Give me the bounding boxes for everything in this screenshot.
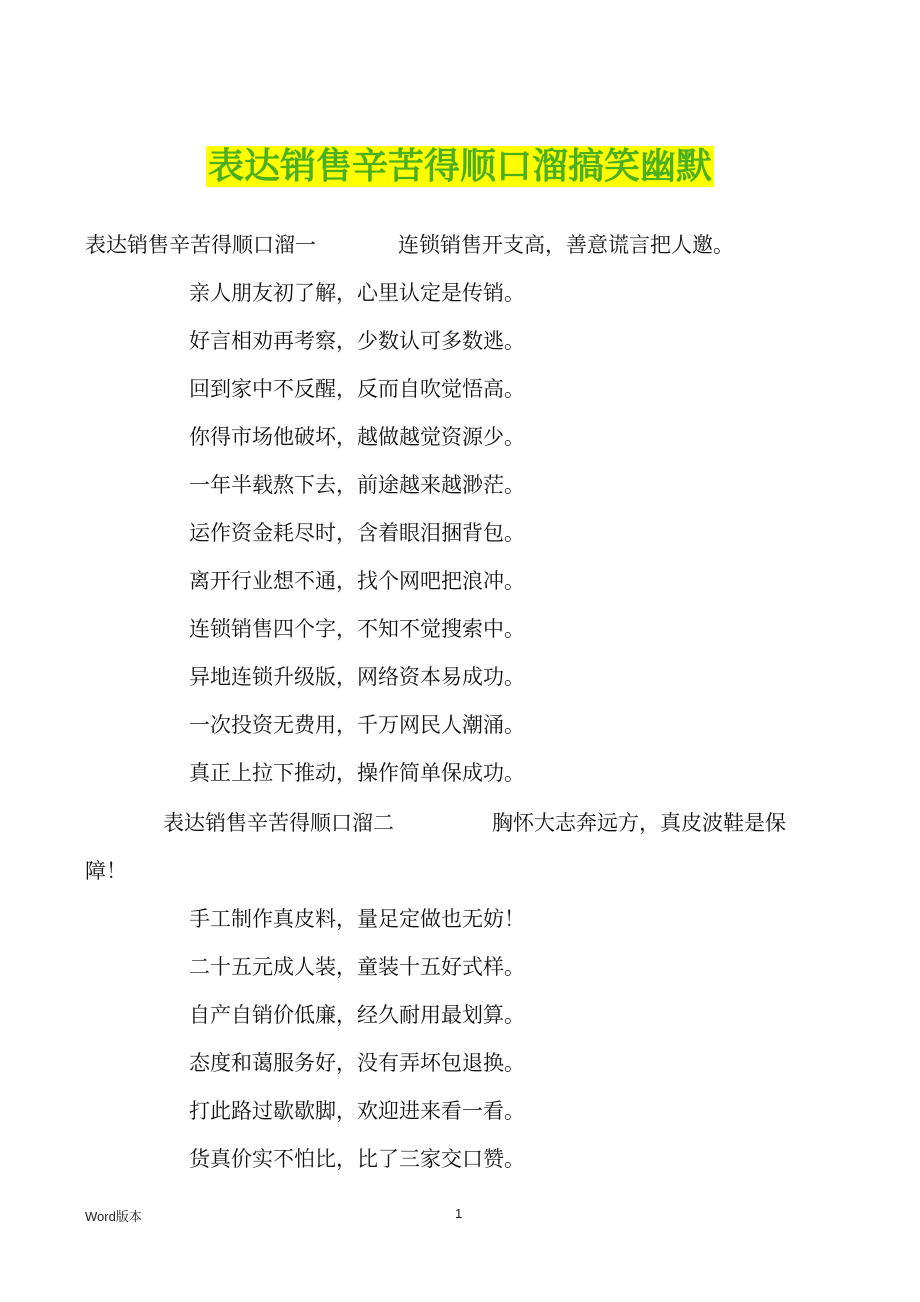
section-1-line: 连锁销售四个字，不知不觉搜索中。 [189, 617, 525, 641]
section-1-line: 一次投资无费用，千万网民人潮涌。 [189, 713, 525, 737]
section-1-line: 离开行业想不通，找个网吧把浪冲。 [189, 569, 525, 593]
section-2-line: 手工制作真皮料，量足定做也无妨！ [189, 907, 525, 931]
section-1-line: 好言相劝再考察，少数认可多数逃。 [189, 329, 525, 353]
section-1-line: 真正上拉下推动，操作简单保成功。 [189, 761, 525, 785]
section-1-line: 你得市场他破坏，越做越觉资源少。 [189, 425, 525, 449]
footer-word-version: Word版本 [85, 1209, 142, 1224]
section-2-first-line [163, 808, 786, 838]
section-1-line: 异地连锁升级版，网络资本易成功。 [189, 665, 525, 689]
section-2-line: 货真价实不怕比，比了三家交口赞。 [189, 1147, 525, 1171]
section-1-line: 回到家中不反醒，反而自吹觉悟高。 [189, 377, 525, 401]
section-2-line-0: 胸怀大志奔远方，真皮波鞋是保 [492, 811, 786, 835]
section-2-line: 自产自销价低廉，经久耐用最划算。 [189, 1003, 525, 1027]
section-2-wrap-line: 障！ [85, 859, 127, 883]
footer-page-number: 1 [455, 1206, 463, 1221]
document-title-text: 表达销售辛苦得顺口溜搞笑幽默 [207, 146, 712, 187]
section-2-line: 打此路过歇歇脚，欢迎进来看一看。 [189, 1099, 525, 1123]
document-title [0, 142, 920, 192]
section-1-first-line [85, 230, 734, 260]
section-2-line: 二十五元成人装，童装十五好式样。 [189, 955, 525, 979]
section-2-line: 态度和蔼服务好，没有弄坏包退换。 [189, 1051, 525, 1075]
section-1-line: 亲人朋友初了解，心里认定是传销。 [189, 281, 525, 305]
section-1-heading: 表达销售辛苦得顺口溜一 [85, 233, 316, 257]
section-1-line: 一年半载熬下去，前途越来越渺茫。 [189, 473, 525, 497]
section-1-line: 运作资金耗尽时，含着眼泪捆背包。 [189, 521, 525, 545]
section-2-heading: 表达销售辛苦得顺口溜二 [163, 811, 394, 835]
section-1-line-0: 连锁销售开支高，善意谎言把人邀。 [398, 233, 734, 257]
